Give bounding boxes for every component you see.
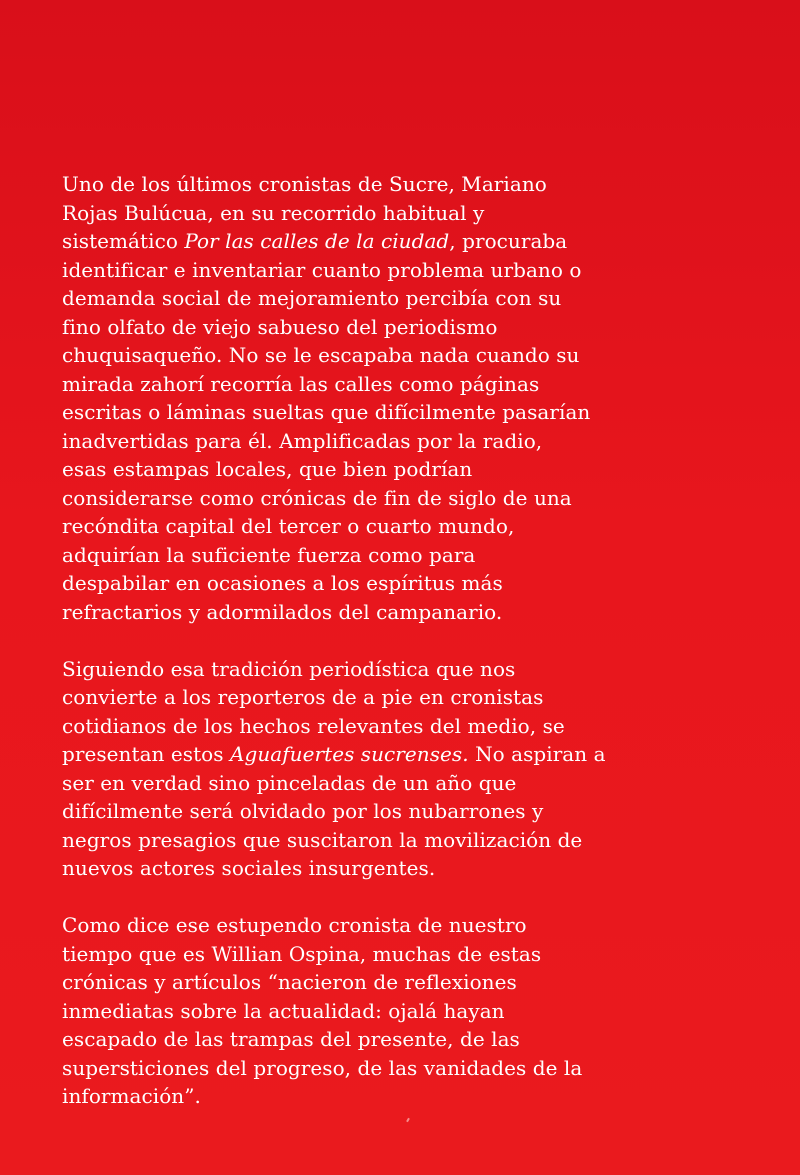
body-text: tiempo que es Willian Ospina, muchas de estas	[62, 941, 542, 966]
text-line	[62, 512, 762, 541]
text-line	[62, 341, 762, 370]
text-line	[62, 1082, 762, 1111]
body-text: ser en verdad sino pinceladas de un año que	[62, 770, 517, 795]
body-text: demanda social de mejoramiento percibía con su	[62, 286, 562, 310]
body-text: Siguiendo esa tradición periodística que nos	[62, 656, 516, 681]
text-line	[62, 997, 762, 1026]
body-text: mirada zahorí recorría las calles como páginas	[62, 371, 540, 396]
text-line	[62, 797, 762, 826]
body-text: difícilmente será olvidado por los nubarrones y	[62, 799, 544, 823]
paragraph-3	[62, 911, 762, 1111]
text-line	[62, 313, 762, 342]
body-text: considerarse como crónicas de fin de siglo de una	[62, 485, 572, 510]
text-line	[62, 968, 762, 997]
body-text: crónicas y artículos “nacieron de reflexiones	[62, 970, 517, 994]
text-line	[62, 256, 762, 285]
body-text: escritas o láminas sueltas que difícilmente pasarían	[62, 400, 591, 424]
body-text: escapado de las trampas del presente, de las	[62, 1027, 520, 1051]
text-line	[62, 598, 762, 627]
body-text: Uno de los últimos cronistas de Sucre, Mariano	[62, 172, 547, 196]
paragraph-2	[62, 655, 762, 883]
body-text: nuevos actores sociales insurgentes.	[62, 856, 436, 880]
text-line	[62, 740, 762, 769]
body-text: No aspiran a	[468, 742, 606, 766]
body-text: refractarios y adormilados del campanario.	[62, 599, 503, 624]
body-text: sistemático	[62, 229, 185, 253]
italic-title-text: Por las calles de la ciudad	[184, 229, 450, 253]
text-line	[62, 911, 762, 940]
text-line	[62, 170, 762, 199]
body-text: Como dice ese estupendo cronista de nuestro	[62, 913, 527, 937]
text-line	[62, 1025, 762, 1054]
text-line	[62, 227, 762, 256]
text-line	[62, 427, 762, 456]
body-text: inadvertidas para él. Amplificadas por la radio,	[62, 428, 543, 453]
text-line	[62, 854, 762, 883]
body-text: , procuraba	[449, 229, 568, 253]
body-text: esas estampas locales, que bien podrían	[62, 457, 473, 481]
text-line	[62, 398, 762, 427]
body-text: presentan estos	[62, 742, 230, 766]
text-line	[62, 484, 762, 513]
text-line	[62, 683, 762, 712]
text-line	[62, 712, 762, 741]
text-line	[62, 284, 762, 313]
body-text: cotidianos de los hechos relevantes del medio, se	[62, 713, 565, 738]
text-line	[62, 569, 762, 598]
body-text: recóndita capital del tercer o cuarto mundo,	[62, 514, 515, 538]
body-text: Rojas Bulúcua, en su recorrido habitual y	[62, 200, 485, 225]
body-text: identificar e inventariar cuanto problema urbano o	[62, 257, 582, 282]
body-text: chuquisaqueño. No se le escapaba nada cuando su	[62, 343, 580, 367]
body-text: fino olfato de viejo sabueso del periodismo	[62, 314, 498, 339]
back-cover-text	[62, 170, 762, 1111]
text-line	[62, 455, 762, 484]
body-text: inmediatas sobre la actualidad: ojalá hayan	[62, 998, 505, 1023]
text-line	[62, 541, 762, 570]
body-text: negros presagios que suscitaron la movilización de	[62, 827, 583, 852]
text-line	[62, 1054, 762, 1083]
text-line	[62, 199, 762, 228]
body-text: supersticiones del progreso, de las vanidades de la	[62, 1055, 583, 1080]
body-text: convierte a los reporteros de a pie en cronistas	[62, 685, 544, 709]
paragraph-1	[62, 170, 762, 626]
italic-title-text: Aguafuertes sucrenses.	[229, 742, 469, 766]
body-text: información”.	[62, 1084, 201, 1108]
text-line	[62, 769, 762, 798]
body-text: adquirían la suficiente fuerza como para	[62, 542, 476, 567]
text-line	[62, 370, 762, 399]
text-line	[62, 940, 762, 969]
print-speck	[406, 1118, 410, 1122]
text-line	[62, 655, 762, 684]
text-line	[62, 826, 762, 855]
body-text: despabilar en ocasiones a los espíritus más	[62, 571, 503, 595]
